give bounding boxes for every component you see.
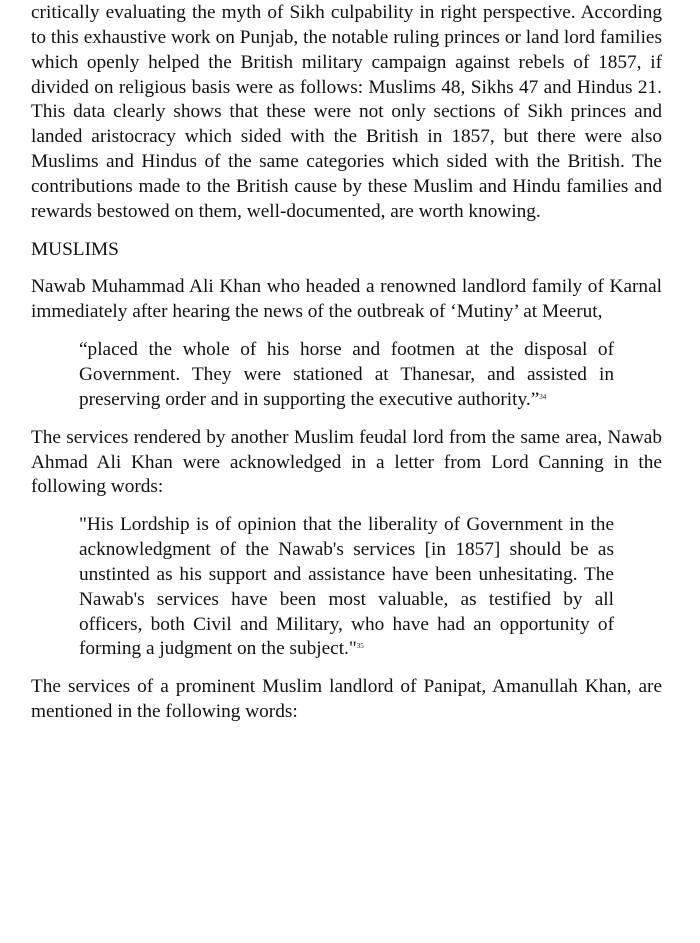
quote-text: "His Lordship is of opinion that the liberality of Government in the acknowledgment of the Nawab's services [in 1857] should be as unstinted as his support and assistance have been unhesitating. The Nawab's services have been most valuable, as testified by all officers, both Civil and Military, who have had an opportunity of forming a judgment on the subject." [79,514,614,660]
section-heading: MUSLIMS [31,238,119,260]
footnote-marker: 35 [356,642,364,651]
body-paragraph: Nawab Muhammad Ali Khan who headed a renowned landlord family of Karnal immediately after hearing the news of the outbreak of ‘Mutiny’ at Meerut, [31,276,662,323]
block-quote [79,513,614,662]
document-page [31,1,662,725]
body-paragraph: The services rendered by another Muslim feudal lord from the same area, Nawab Ahmad Ali Khan were acknowledged in a letter from Lord Canning in the following words: [31,426,662,498]
footnote-marker: 34 [539,392,547,401]
quote-text: “placed the whole of his horse and footmen at the disposal of Government. They were stationed at Thanesar, and assisted in preserving order and in supporting the executive authority.” [79,339,614,410]
block-quote [79,338,614,413]
body-paragraph: The services of a prominent Muslim landlord of Panipat, Amanullah Khan, are mentioned in the following words: [31,676,662,723]
body-paragraph: critically evaluating the myth of Sikh culpability in right perspective. According to this exhaustive work on Punjab, the notable ruling princes or land lord families which openly helped the British military campaign against rebels of 1857, if divided on religious basis were as follows: Muslims 48, Sikhs 47 and Hindus 21. This data clearly shows that these were not only sections of Sikh princes and landed aristocracy which sided with the British in 1857, but there were also Muslims and Hindus of the same categories which sided with the British. The contributions made to the British cause by these Muslim and Hindu families and rewards bestowed on them, well-documented, are worth knowing. [31,2,662,222]
